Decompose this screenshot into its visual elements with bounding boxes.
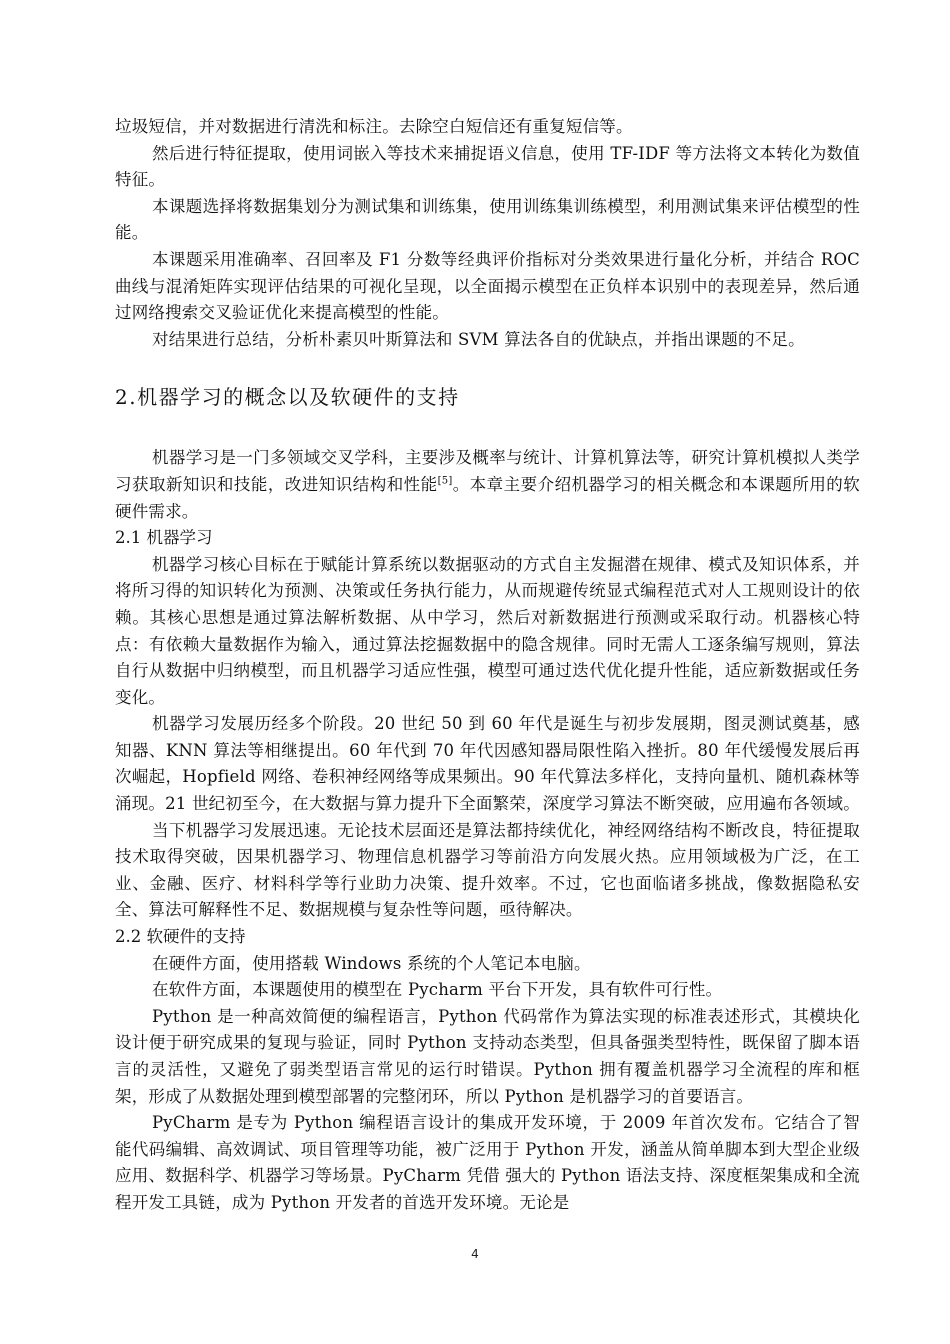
paragraph: 机器学习发展历经多个阶段。20 世纪 50 到 60 年代是诞生与初步发展期，图灵测试奠基，感知器、KNN 算法等相继提出。60 年代到 70 年代因感知器局限性陷入挫折。80 年代缓慢发展后再次崛起，Hopfield 网络、卷积神经网络等成果频出。90 年代算法多样化，支持向量机、随机森林等涌现。21 世纪初至今，在大数据与算力提升下全面繁荣，深度学习算法不断突破，应用遍布各领域。 bbox=[115, 714, 860, 814]
chapter-heading: 2.机器学习的概念以及软硬件的支持 bbox=[115, 385, 460, 410]
intro-text: 机器学习是一门多领域交叉学科，主要涉及概率与统计、计算机算法等，研究计算机模拟人类学习获取新知识和技能，改进知识结构和性能 bbox=[115, 448, 860, 494]
paragraph: 本课题选择将数据集划分为测试集和训练集，使用训练集训练模型，利用测试集来评估模型的性能。 bbox=[115, 196, 860, 243]
page-body bbox=[115, 114, 860, 1217]
paragraph: 对结果进行总结，分析朴素贝叶斯算法和 SVM 算法各自的优缺点，并指出课题的不足。 bbox=[152, 329, 805, 349]
paragraph: 然后进行特征提取，使用词嵌入等技术来捕捉语义信息，使用 TF-IDF 等方法将文本转化为数值特征。 bbox=[115, 143, 860, 190]
paragraph: 在硬件方面，使用搭载 Windows 系统的个人笔记本电脑。 bbox=[152, 953, 591, 973]
paragraph: PyCharm 是专为 Python 编程语言设计的集成开发环境，于 2009 年首次发布。它结合了智能代码编辑、高效调试、项目管理等功能，被广泛用于 Python 开发，涵盖从简单脚本到大型企业级应用、数据科学、机器学习等场景。PyCharm 凭借 强大的 Python 语法支持、深度框架集成和全流程开发工具链，成为 Python 开发者的首选开发环境。无论是 bbox=[115, 1113, 860, 1212]
section-heading-2-2: 2.2 软硬件的支持 bbox=[115, 927, 246, 947]
paragraph: 垃圾短信，并对数据进行清洗和标注。去除空白短信还有重复短信等。 bbox=[115, 117, 633, 136]
chapter-intro-paragraph bbox=[115, 445, 860, 525]
paragraph: 在软件方面，本课题使用的模型在 Pycharm 平台下开发，具有软件可行性。 bbox=[152, 980, 723, 1000]
paragraph: Python 是一种高效简便的编程语言，Python 代码常作为算法实现的标准表述形式，其模块化设计便于研究成果的复现与验证，同时 Python 支持动态类型，但具备强类型特性，既保留了脚本语言的灵活性，又避免了弱类型语言常见的运行时错误。Python 拥有覆盖机器学习全流程的库和框架，形成了从数据处理到模型部署的完整闭环，所以 Python 是机器学习的首要语言。 bbox=[115, 1006, 860, 1106]
section-heading-2-1: 2.1 机器学习 bbox=[115, 528, 213, 548]
paragraph: 机器学习核心目标在于赋能计算系统以数据驱动的方式自主发掘潜在规律、模式及知识体系，并将所习得的知识转化为预测、决策或任务执行能力，从而规避传统显式编程范式对人工规则设计的依赖。其核心思想是通过算法解析数据、从中学习，然后对新数据进行预测或采取行动。机器核心特点：有依赖大量数据作为输入，通过算法挖掘数据中的隐含规律。同时无需人工逐条编写规则，算法自行从数据中归纳模型，而且机器学习适应性强，模型可通过迭代优化提升性能，适应新数据或任务变化。 bbox=[115, 554, 860, 707]
intro-text-end: 。本章主要介绍机器学习的相关概念和本课题所用的软硬件需求。 bbox=[115, 474, 860, 521]
paragraph: 当下机器学习发展迅速。无论技术层面还是算法都持续优化，神经网络结构不断改良，特征提取技术取得突破，因果机器学习、物理信息机器学习等前沿方向发展火热。应用领域极为广泛，在工业、金融、医疗、材料科学等行业助力决策、提升效率。不过，它也面临诸多挑战，像数据隐私安全、算法可解释性不足、数据规模与复杂性等问题，亟待解决。 bbox=[115, 820, 860, 920]
citation-reference: [5] bbox=[437, 475, 453, 487]
paragraph: 本课题采用准确率、召回率及 F1 分数等经典评价指标对分类效果进行量化分析，并结合 ROC 曲线与混淆矩阵实现评估结果的可视化呈现，以全面揭示模型在正负样本识别中的表现差异，然后通过网络搜索交叉验证优化来提高模型的性能。 bbox=[115, 249, 860, 323]
page-number: 4 bbox=[471, 1247, 479, 1261]
